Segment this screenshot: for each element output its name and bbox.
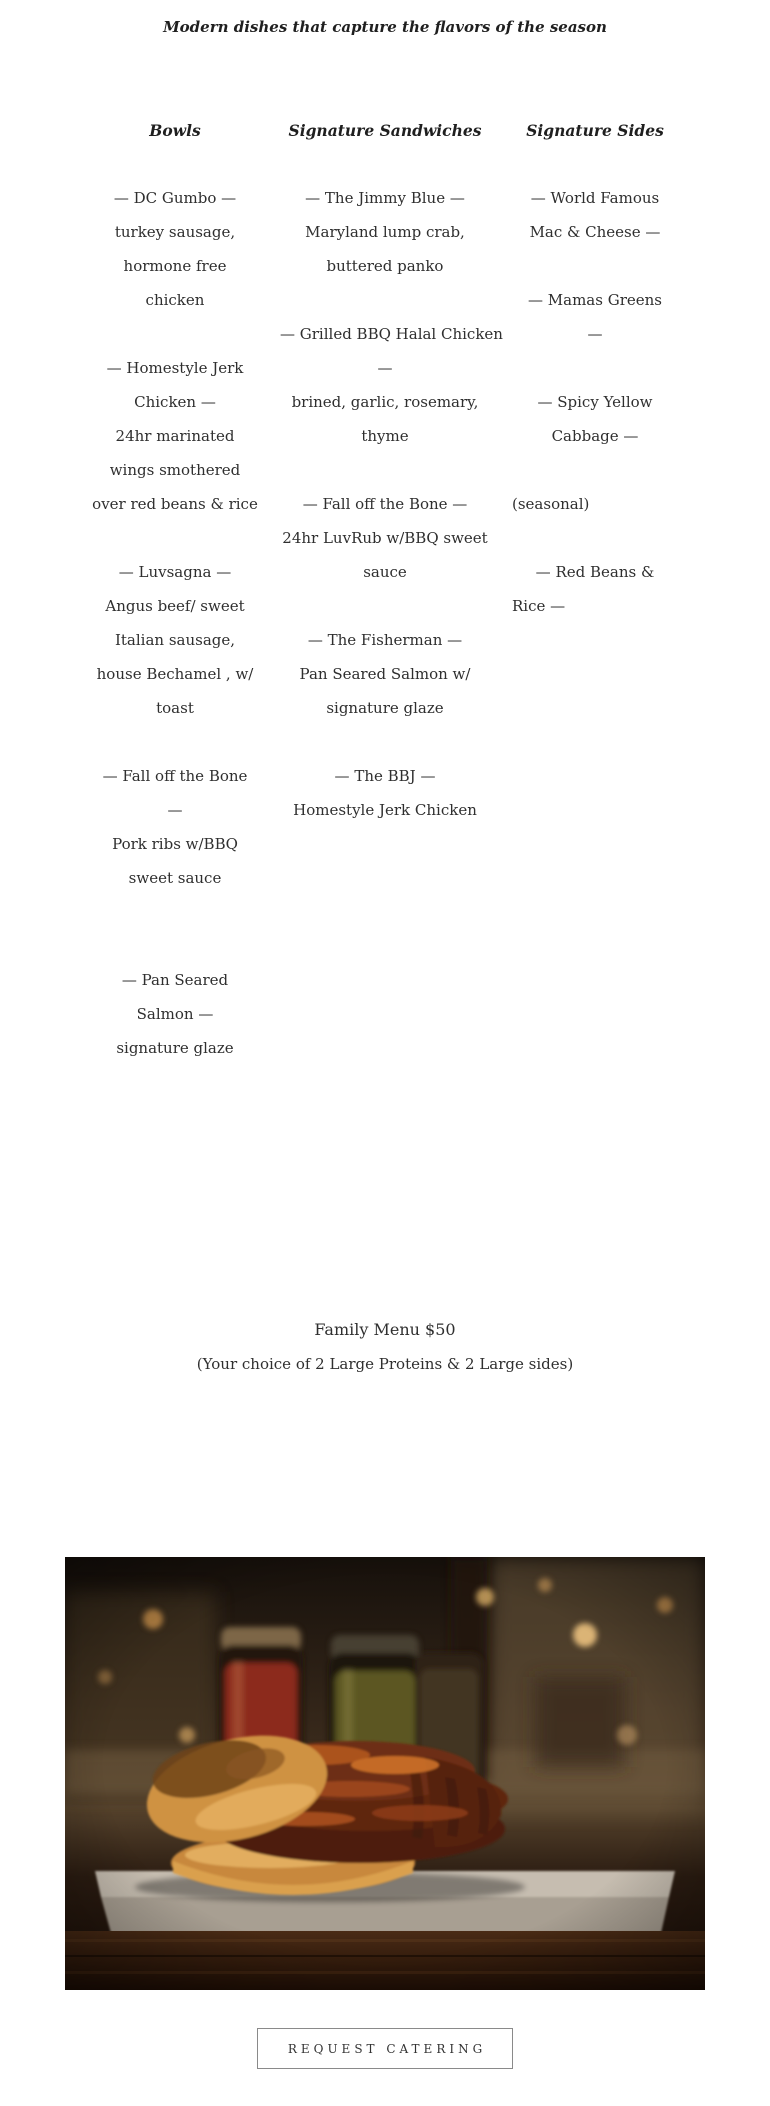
request-catering-button[interactable]: REQUEST CATERING xyxy=(257,2028,513,2069)
menu-line: — Fall off the Bone — xyxy=(302,495,468,513)
menu-item xyxy=(70,181,280,317)
column-title: Signature Sandwiches xyxy=(288,121,482,140)
column-title: Signature Sides xyxy=(526,121,664,140)
menu-item xyxy=(280,487,490,589)
menu-line: 24hr marinated xyxy=(115,427,235,445)
menu-line: turkey sausage, xyxy=(114,223,236,241)
menu-item xyxy=(490,283,700,351)
menu-line: — Spicy Yellow xyxy=(537,393,653,411)
menu-item xyxy=(70,351,280,521)
cta-section xyxy=(0,2028,770,2106)
menu-line: — Homestyle Jerk xyxy=(106,359,244,377)
menu-line: brined, garlic, rosemary, xyxy=(291,393,479,411)
menu-line: — Fall off the Bone xyxy=(102,767,248,785)
column-title: Bowls xyxy=(149,121,201,140)
menu-column xyxy=(280,114,503,1099)
menu-line: Mac & Cheese — xyxy=(529,223,661,241)
menu-line: Angus beef/ sweet xyxy=(105,597,245,615)
menu-line: thyme xyxy=(361,427,409,445)
menu-line: — The Fisherman — xyxy=(307,631,463,649)
menu-line: Maryland lump crab, xyxy=(305,223,465,241)
menu-line: — xyxy=(377,359,393,377)
tagline: Modern dishes that capture the flavors of the season xyxy=(163,18,607,36)
menu-line: sweet sauce xyxy=(128,869,222,887)
menu-item xyxy=(490,181,700,249)
bbq-rib-sandwich-photo xyxy=(65,1557,705,1990)
menu-line: Homestyle Jerk Chicken xyxy=(293,801,477,819)
family-menu-subtitle: (Your choice of 2 Large Proteins & 2 Large sides) xyxy=(196,1355,574,1373)
menu-line: Salmon — xyxy=(136,1005,214,1023)
menu-line: Pork ribs w/BBQ xyxy=(112,835,238,853)
menu-item xyxy=(280,759,490,827)
menu-columns xyxy=(0,114,770,1099)
menu-line: signature glaze xyxy=(116,1039,234,1057)
menu-line: Chicken — xyxy=(134,393,216,411)
menu-line: chicken xyxy=(145,291,205,309)
menu-item xyxy=(490,487,700,521)
menu-line: buttered panko xyxy=(326,257,444,275)
menu-line: — Luvsagna — xyxy=(118,563,232,581)
menu-line: signature glaze xyxy=(326,699,444,717)
menu-column xyxy=(490,114,700,1099)
menu-line: over red beans & rice xyxy=(92,495,258,513)
menu-line: Rice — xyxy=(512,597,566,615)
menu-item xyxy=(70,759,280,929)
menu-line: — DC Gumbo — xyxy=(113,189,237,207)
menu-item xyxy=(70,963,280,1065)
family-menu xyxy=(0,1313,770,1381)
menu-line: — The Jimmy Blue — xyxy=(305,189,465,207)
menu-line: — xyxy=(167,801,183,819)
menu-item xyxy=(280,623,490,725)
menu-item xyxy=(70,555,280,725)
menu-line: — The BBJ — xyxy=(334,767,436,785)
menu-line: house Bechamel , w/ xyxy=(96,665,254,683)
menu-line: Pan Seared Salmon w/ xyxy=(299,665,471,683)
menu-item xyxy=(280,317,503,453)
food-photo xyxy=(65,1557,705,1990)
menu-line: hormone free xyxy=(123,257,227,275)
menu-column xyxy=(70,114,280,1099)
menu-line: Italian sausage, xyxy=(114,631,236,649)
menu-line: — Mamas Greens xyxy=(528,291,662,309)
menu-line xyxy=(70,895,280,929)
menu-line: Cabbage — xyxy=(551,427,639,445)
menu-item xyxy=(490,555,700,623)
menu-line: wings smothered xyxy=(109,461,241,479)
menu-item xyxy=(280,181,490,283)
menu-item xyxy=(490,385,700,453)
menu-line: — Red Beans & xyxy=(535,563,655,581)
menu-line: — Pan Seared xyxy=(121,971,229,989)
family-menu-title: Family Menu $50 xyxy=(314,1320,456,1339)
menu-line: (seasonal) xyxy=(512,495,590,513)
menu-line: — xyxy=(587,325,603,343)
menu-line: 24hr LuvRub w/BBQ sweet xyxy=(282,529,488,547)
menu-line: sauce xyxy=(363,563,407,581)
menu-line: toast xyxy=(156,699,194,717)
menu-line: — Grilled BBQ Halal Chicken xyxy=(280,325,503,343)
menu-line: — World Famous xyxy=(530,189,660,207)
